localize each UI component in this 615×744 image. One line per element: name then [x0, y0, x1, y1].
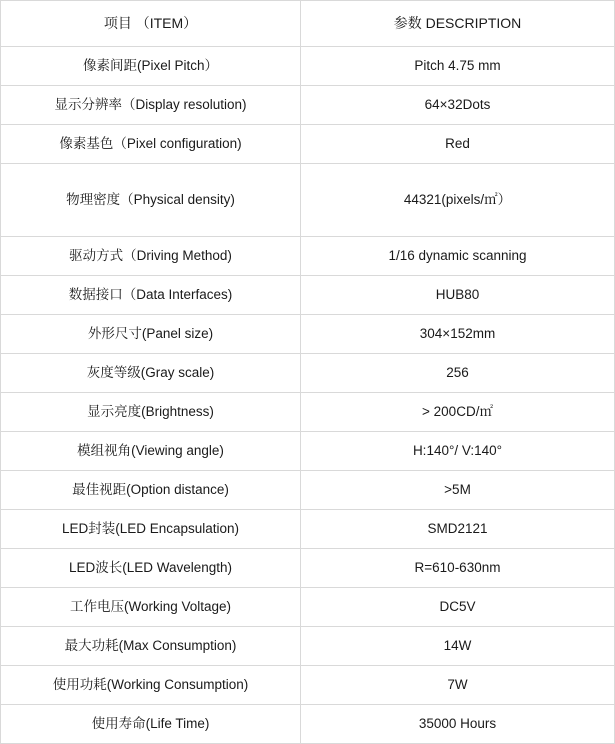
cell-value: > 200CD/㎡: [301, 393, 615, 432]
table-row: [1, 588, 615, 627]
table-row: [1, 315, 615, 354]
table-row: [1, 125, 615, 164]
table-row: [1, 164, 615, 237]
cell-value: Red: [301, 125, 615, 164]
table-row: [1, 86, 615, 125]
cell-value: 7W: [301, 666, 615, 705]
cell-item: 模组视角(Viewing angle): [1, 432, 301, 471]
table-row: [1, 393, 615, 432]
table-row: [1, 666, 615, 705]
cell-item: 显示亮度(Brightness): [1, 393, 301, 432]
cell-value: HUB80: [301, 276, 615, 315]
cell-value: 64×32Dots: [301, 86, 615, 125]
cell-item: 最佳视距(Option distance): [1, 471, 301, 510]
cell-item: 使用功耗(Working Consumption): [1, 666, 301, 705]
table-row: [1, 276, 615, 315]
cell-item: 显示分辨率（Display resolution): [1, 86, 301, 125]
cell-item: 数据接口（Data Interfaces): [1, 276, 301, 315]
table-row: [1, 627, 615, 666]
cell-value: SMD2121: [301, 510, 615, 549]
cell-item: 外形尺寸(Panel size): [1, 315, 301, 354]
table-row: [1, 237, 615, 276]
specification-table-body: [1, 1, 615, 744]
cell-value: 44321(pixels/㎡）: [301, 164, 615, 237]
cell-value: DC5V: [301, 588, 615, 627]
cell-value: 304×152mm: [301, 315, 615, 354]
table-row: [1, 471, 615, 510]
table-header-row: [1, 1, 615, 47]
table-row: [1, 510, 615, 549]
cell-item: 工作电压(Working Voltage): [1, 588, 301, 627]
cell-value: 1/16 dynamic scanning: [301, 237, 615, 276]
cell-item: 像素间距(Pixel Pitch）: [1, 47, 301, 86]
table-row: [1, 432, 615, 471]
table-row: [1, 354, 615, 393]
table-row: [1, 47, 615, 86]
cell-item: 驱动方式（Driving Method): [1, 237, 301, 276]
cell-item: 像素基色（Pixel configuration): [1, 125, 301, 164]
cell-value: H:140°/ V:140°: [301, 432, 615, 471]
table-row: [1, 549, 615, 588]
cell-value: >5M: [301, 471, 615, 510]
cell-value: R=610-630nm: [301, 549, 615, 588]
table-row: [1, 705, 615, 744]
cell-item: 物理密度（Physical density): [1, 164, 301, 237]
cell-item: 最大功耗(Max Consumption): [1, 627, 301, 666]
cell-value: Pitch 4.75 mm: [301, 47, 615, 86]
cell-item: 使用寿命(Life Time): [1, 705, 301, 744]
cell-item: LED封装(LED Encapsulation): [1, 510, 301, 549]
cell-value: 256: [301, 354, 615, 393]
header-cell-item: 项目 （ITEM）: [1, 1, 301, 47]
cell-item: 灰度等级(Gray scale): [1, 354, 301, 393]
cell-value: 35000 Hours: [301, 705, 615, 744]
header-cell-description: 参数 DESCRIPTION: [301, 1, 615, 47]
cell-item: LED波长(LED Wavelength): [1, 549, 301, 588]
cell-value: 14W: [301, 627, 615, 666]
